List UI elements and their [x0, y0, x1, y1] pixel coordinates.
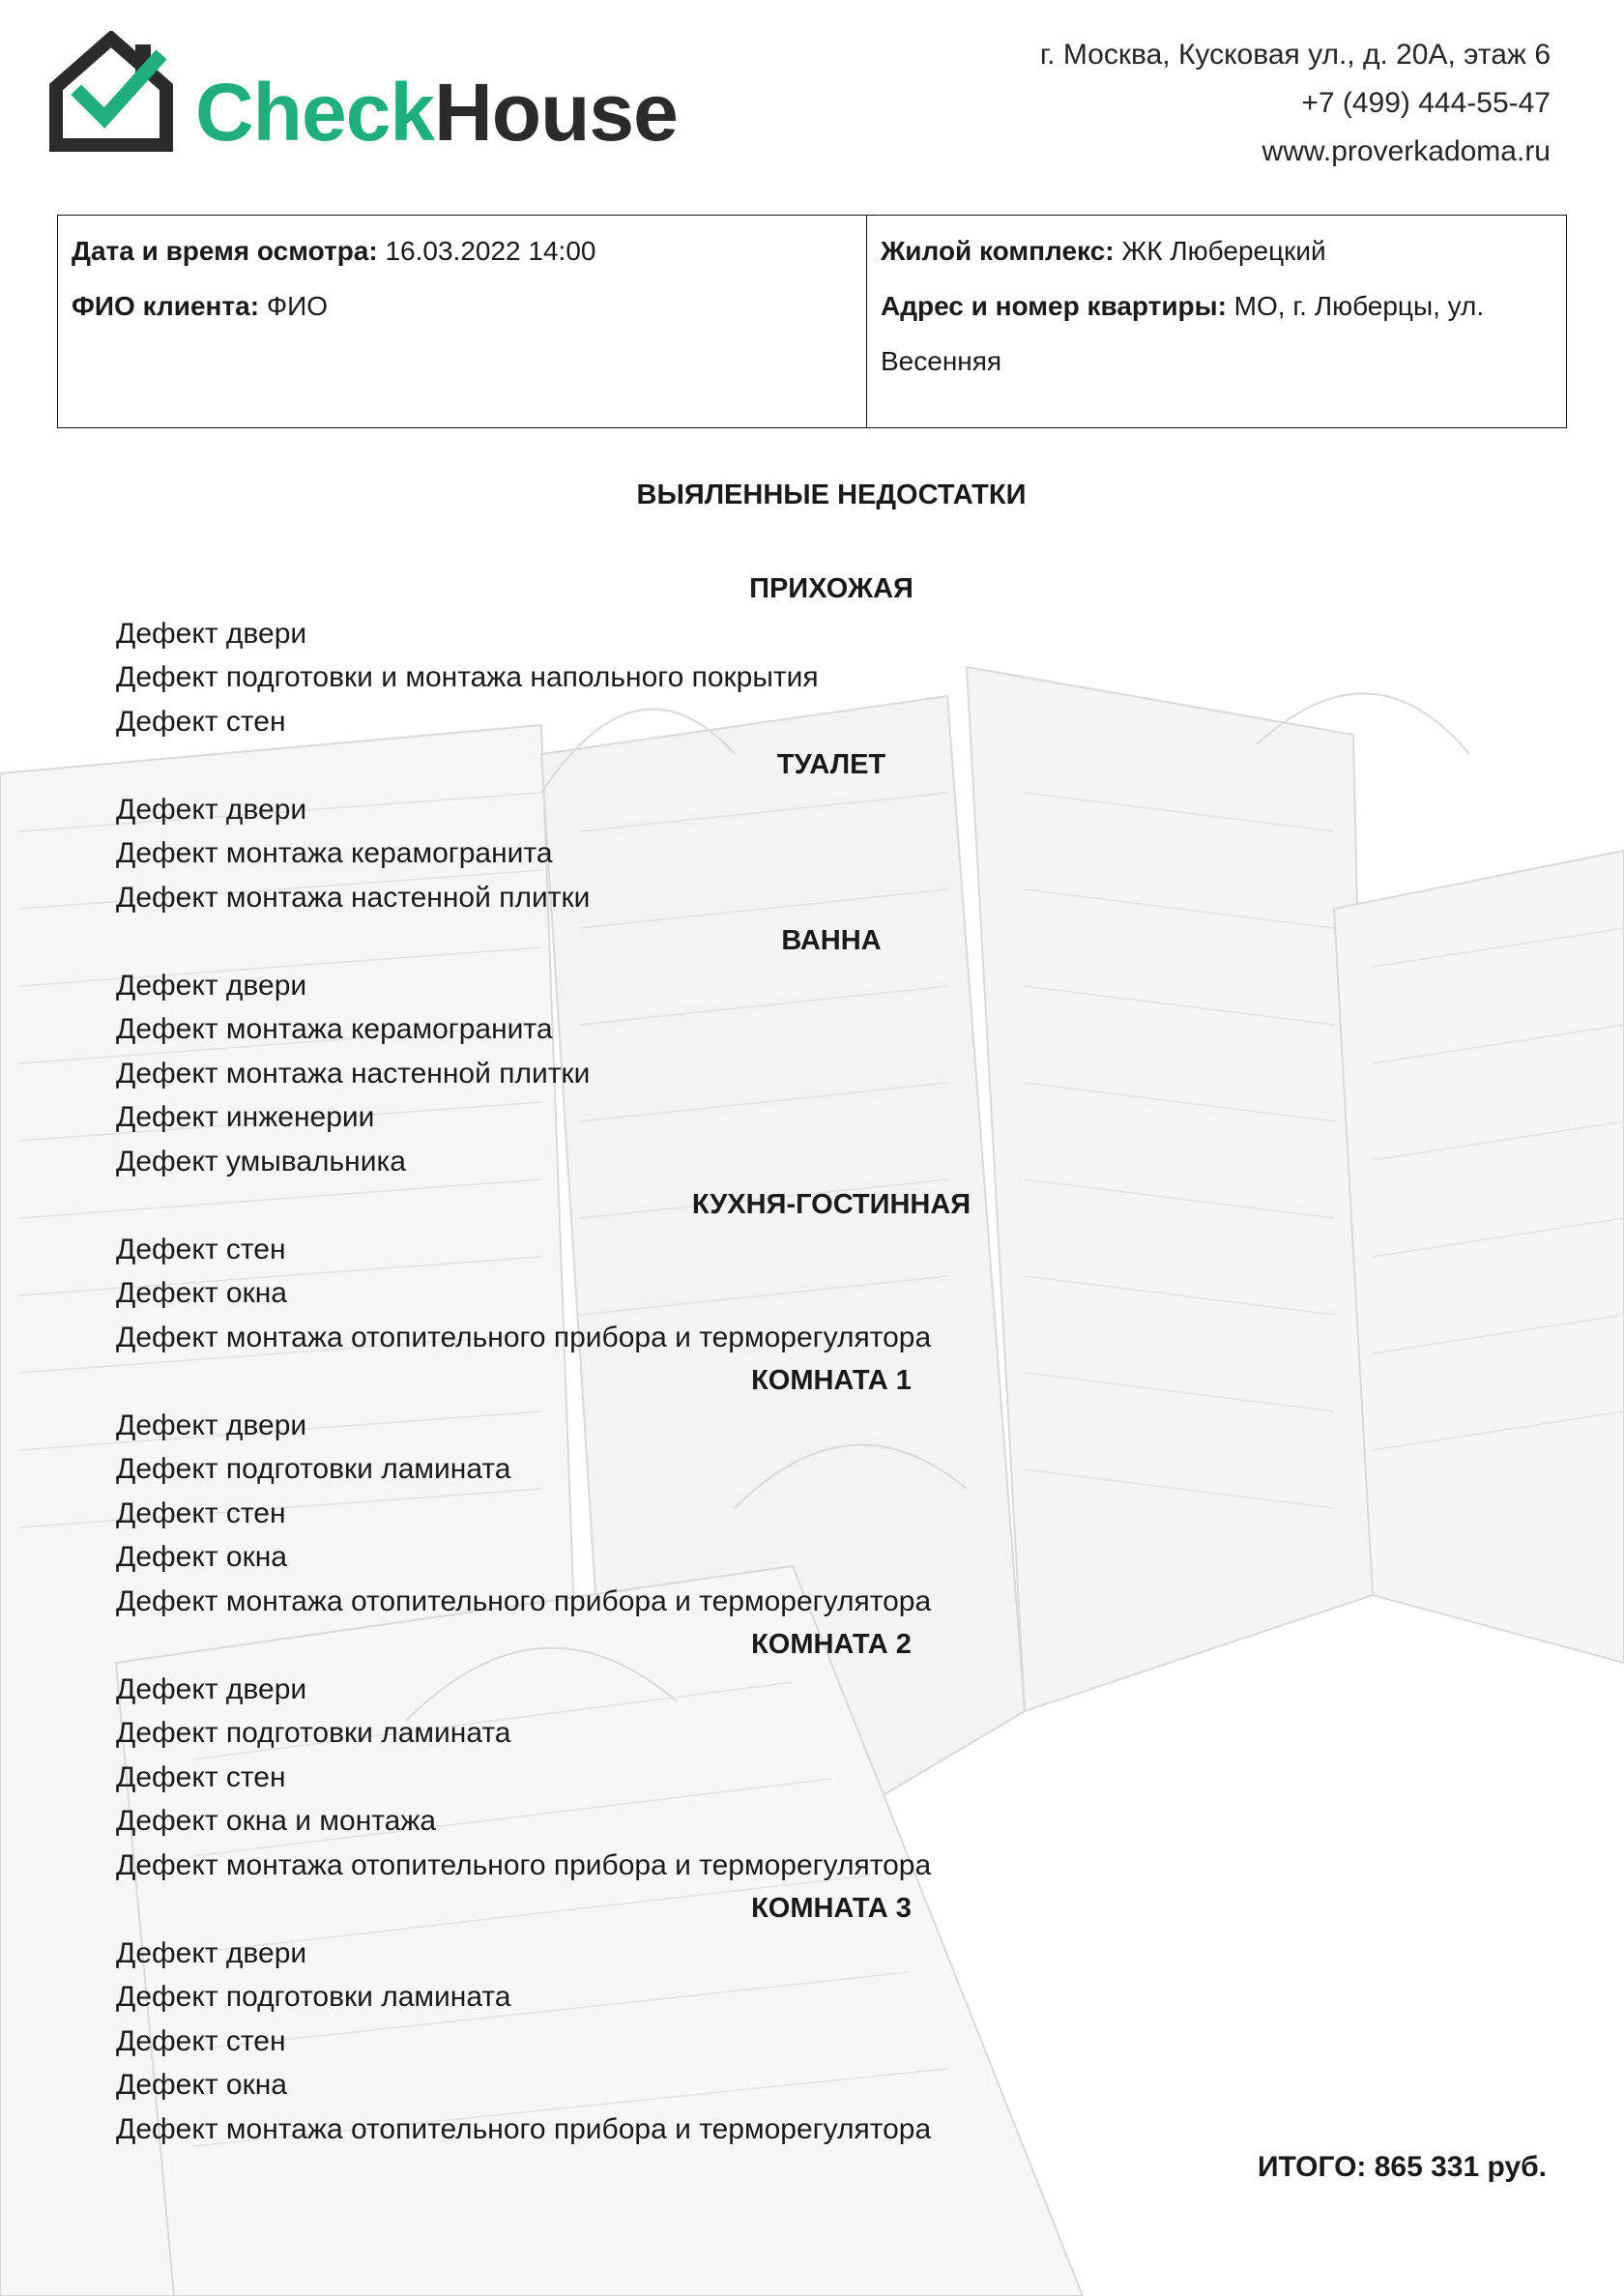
defects-list [116, 567, 1547, 2151]
defect-item: Дефект подготовки ламината [116, 1453, 511, 1485]
client-name-value: ФИО [266, 291, 329, 321]
info-column-right [867, 216, 1566, 427]
defects-title: ВЫЯЛЕННЫЕ НЕДОСТАТКИ [636, 480, 1027, 510]
defect-item: Дефект окна и монтажа [116, 1805, 437, 1837]
room-heading: ВАННА [781, 925, 882, 956]
logo-text-house: House [434, 67, 678, 158]
defect-item: Дефект двери [116, 969, 307, 1002]
apartment-address-row [881, 278, 1552, 334]
room-heading: КОМНАТА 3 [751, 1893, 912, 1924]
defect-item: Дефект инженерии [116, 1101, 375, 1133]
apartment-address-label: Адрес и номер квартиры: [881, 291, 1227, 321]
company-address: г. Москва, Кусковая ул., д. 20А, этаж 6 [1039, 39, 1551, 71]
room-heading: ПРИХОЖАЯ [749, 573, 914, 604]
logo-text-check: Check [195, 67, 435, 158]
room-heading: КОМНАТА 2 [751, 1629, 912, 1660]
client-name-label: ФИО клиента: [72, 291, 260, 321]
defect-item: Дефект подготовки ламината [116, 1717, 511, 1749]
info-column-left [58, 216, 867, 427]
defect-item: Дефект двери [116, 1672, 307, 1705]
room-heading: ТУАЛЕТ [776, 749, 886, 780]
defect-item: Дефект стен [116, 1233, 286, 1265]
defect-item: Дефект монтажа настенной плитки [116, 1057, 591, 1090]
defect-item: Дефект подготовки и монтажа напольного покрытия [116, 661, 819, 693]
defect-item: Дефект окна [116, 2069, 287, 2101]
defect-item: Дефект монтажа отопительного прибора и терморегулятора [116, 1321, 932, 1353]
defect-item: Дефект умывальника [116, 1145, 406, 1177]
defect-item: Дефект стен [116, 1760, 286, 1793]
defect-item: Дефект монтажа настенной плитки [116, 881, 591, 914]
defect-item: Дефект монтажа отопительного прибора и терморегулятора [116, 2112, 932, 2145]
company-website: www.proverkadoma.ru [1262, 135, 1551, 167]
inspection-date-label: Дата и время осмотра: [72, 236, 378, 266]
defect-item: Дефект монтажа отопительного прибора и терморегулятора [116, 1584, 932, 1617]
defect-item: Дефект монтажа отопительного прибора и терморегулятора [116, 1848, 932, 1881]
defect-item: Дефект стен [116, 1497, 286, 1529]
defect-item: Дефект подготовки ламината [116, 1981, 511, 2013]
inspection-date-value: 16.03.2022 14:00 [385, 236, 596, 266]
apartment-address-value-line1: МО, г. Люберцы, ул. [1233, 291, 1485, 321]
apartment-address-value-line2: Весенняя [881, 346, 1002, 376]
checkhouse-logo [48, 31, 686, 157]
defect-item: Дефект монтажа керамогранита [116, 1013, 553, 1045]
defect-item: Дефект двери [116, 1936, 307, 1969]
logo-wordmark [195, 67, 678, 158]
defect-item: Дефект монтажа керамогранита [116, 837, 553, 869]
defect-item: Дефект окна [116, 1541, 287, 1573]
residential-complex-label: Жилой комплекс: [881, 236, 1115, 266]
house-check-icon [48, 31, 174, 152]
inspection-date-row [72, 223, 853, 278]
company-contacts [1040, 31, 1551, 176]
total-cost: ИТОГО: 865 331 руб. [1257, 2151, 1547, 2183]
defect-item: Дефект окна [116, 1277, 287, 1309]
residential-complex-row [881, 223, 1552, 278]
residential-complex-value: ЖК Люберецкий [1121, 236, 1326, 266]
company-phone: +7 (499) 444-55-47 [1301, 87, 1551, 119]
defect-item: Дефект двери [116, 793, 307, 826]
defect-item: Дефект стен [116, 2024, 286, 2057]
defect-item: Дефект стен [116, 705, 286, 738]
inspection-info-table [57, 215, 1567, 428]
defect-item: Дефект двери [116, 1409, 307, 1441]
defect-item: Дефект двери [116, 617, 307, 650]
room-heading: КОМНАТА 1 [751, 1365, 912, 1396]
room-heading: КУХНЯ-ГОСТИННАЯ [691, 1189, 972, 1220]
client-name-row [72, 278, 853, 334]
